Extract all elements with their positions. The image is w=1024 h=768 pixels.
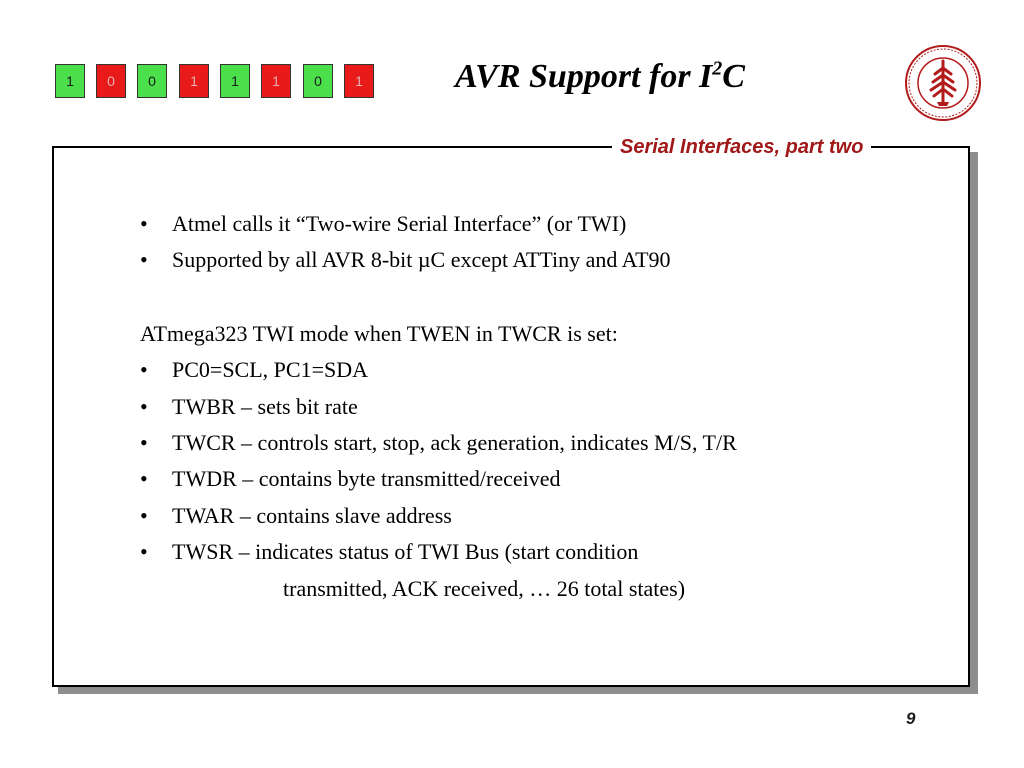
title-tail: C bbox=[722, 58, 745, 95]
bullet-text: Supported by all AVR 8-bit µC except ATTiny and AT90 bbox=[172, 247, 671, 273]
title-superscript: 2 bbox=[712, 57, 723, 80]
bullet-item bbox=[140, 425, 940, 461]
bullet-dot: • bbox=[140, 357, 148, 383]
bullet-item bbox=[140, 242, 940, 278]
slide-body bbox=[140, 206, 940, 607]
bit-box: 0 bbox=[96, 64, 126, 98]
title-main: AVR Support for I bbox=[455, 58, 713, 95]
bullet-dot: • bbox=[140, 247, 148, 273]
bullet-dot: • bbox=[140, 393, 148, 419]
bit-box: 1 bbox=[179, 64, 209, 98]
bullet-text: TWBR – sets bit rate bbox=[172, 393, 358, 419]
slide-title bbox=[455, 58, 825, 108]
bit-box: 1 bbox=[55, 64, 85, 98]
section-heading: ATmega323 TWI mode when TWEN in TWCR is set: bbox=[140, 320, 618, 346]
bullet-text: TWAR – contains slave address bbox=[172, 502, 452, 528]
bullet-item bbox=[140, 461, 940, 497]
bullet-dot: • bbox=[140, 466, 148, 492]
bullet-text: TWDR – contains byte transmitted/received bbox=[172, 466, 561, 492]
bullet-dot: • bbox=[140, 539, 148, 565]
bit-box: 0 bbox=[137, 64, 167, 98]
bit-box: 0 bbox=[303, 64, 333, 98]
bullet-item bbox=[140, 534, 940, 570]
stanford-seal-icon bbox=[904, 44, 982, 122]
content-frame bbox=[52, 146, 970, 687]
bullet-item bbox=[140, 389, 940, 425]
bit-box: 1 bbox=[261, 64, 291, 98]
bit-box: 1 bbox=[220, 64, 250, 98]
bullet-item bbox=[140, 498, 940, 534]
page-number: 9 bbox=[906, 709, 916, 728]
bullet-text: PC0=SCL, PC1=SDA bbox=[172, 357, 368, 383]
bullet-dot: • bbox=[140, 429, 148, 455]
bullet-dot: • bbox=[140, 502, 148, 528]
bullet-text: Atmel calls it “Two-wire Serial Interface” (or TWI) bbox=[172, 211, 627, 236]
bullet-item bbox=[140, 352, 940, 388]
bit-box: 1 bbox=[344, 64, 374, 98]
spacer bbox=[140, 279, 940, 316]
bullet-dot: • bbox=[140, 211, 148, 236]
bullet-continuation: transmitted, ACK received, … 26 total states) bbox=[283, 575, 686, 601]
bullet-text: TWCR – controls start, stop, ack generation, indicates M/S, T/R bbox=[172, 429, 737, 455]
binary-bits-decoration bbox=[55, 64, 377, 100]
bullet-item bbox=[140, 206, 940, 242]
slide-subtitle: Serial Interfaces, part two bbox=[612, 134, 871, 160]
bullet-text: TWSR – indicates status of TWI Bus (start condition bbox=[172, 539, 639, 565]
